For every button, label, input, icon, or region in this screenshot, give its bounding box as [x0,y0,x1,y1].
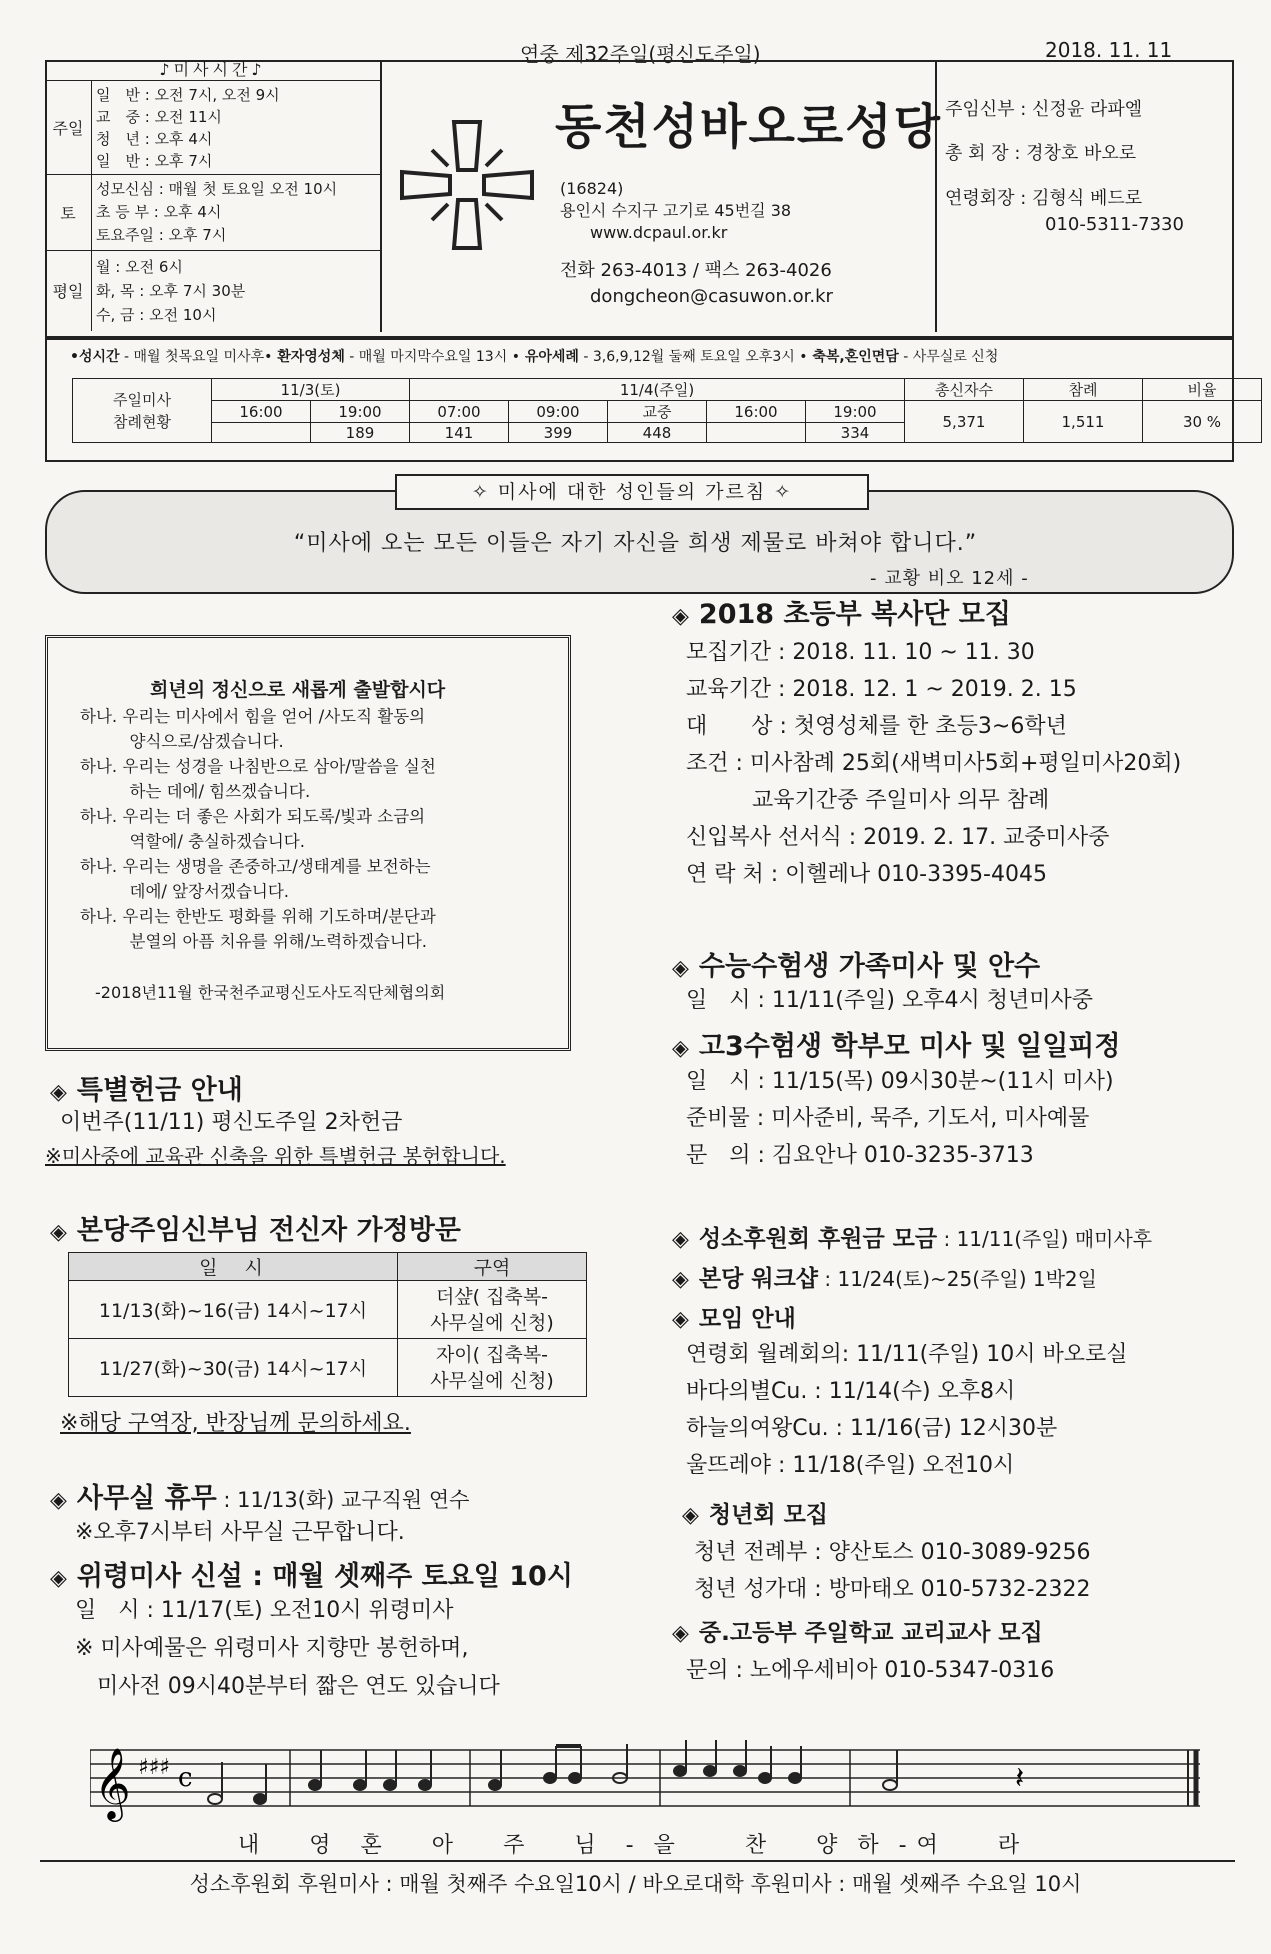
memorial-mass-heading [50,1554,573,1593]
diamond-bullet-icon: ◈ [682,1503,699,1528]
federation-head: 연령회장 : 김형식 베드로 [945,188,1143,209]
count-cell: 141 [410,423,509,443]
info-line: 조건 : 미사참례 25회(새벽미사5회+평일미사20회) [686,751,1182,776]
quote-title: ✧ 미사에 대한 성인들의 가르침 ✧ [395,474,869,510]
mass-time-row: 수, 금 : 오전 10시 [96,305,217,324]
mass-times-box [45,60,382,332]
info-line: 교육기간 : 2018. 12. 1 ~ 2019. 2. 15 [686,677,1077,702]
mass-time-cell: 교중 [608,401,707,423]
info-line: 교육기간중 주일미사 의무 참례 [686,788,1050,813]
website-link[interactable]: www.dcpaul.or.kr [590,223,728,242]
exam-family-heading [672,944,1040,983]
day-label-sunday: 주일 [45,81,92,175]
col-header: 구역 [398,1253,587,1281]
lyric-syllable: 양 [816,1833,838,1858]
pledge-line: 양식으로/삼겠습니다. [80,732,284,751]
section-title: 고3수험생 학부모 미사 및 일일피정 [698,1031,1121,1062]
quote-source: - 교황 비오 12세 - [870,568,1029,589]
section-title: 특별헌금 안내 [76,1075,243,1106]
diamond-bullet-icon: ◈ [672,604,689,629]
lyric-syllable: 영 [309,1833,331,1858]
lyric-syllable: 라 [997,1833,1020,1858]
pledge-line: 하나. 우리는 생명을 존중하고/생태계를 보전하는 [80,857,431,876]
diamond-bullet-icon: ◈ [672,956,689,981]
mass-time-cell: 07:00 [410,401,509,423]
footer-text: 성소후원회 후원미사 : 매월 첫째주 수요일10시 / 바오로대학 후원미사 : 매월 셋째주 수요일 10시 [189,1872,1082,1896]
pledge-line: 분열의 아픔 치유를 위해/노력하겠습니다. [80,932,428,951]
section-title: 성소후원회 후원금 모금 [698,1226,938,1252]
notice-label: 축복,혼인면담 [807,349,899,365]
visit-area [398,1339,587,1397]
exam-family-line: 일 시 : 11/11(주일) 오후4시 청년미사중 [686,988,1093,1013]
diamond-bullet-icon: ◈ [672,1621,689,1646]
pledge-line: 하나. 우리는 더 좋은 사회가 되도록/빛과 소금의 [80,807,426,826]
mass-time-row: 일 반 : 오후 7시 [96,151,213,170]
sunday-header: 11/4(주일) [410,379,905,401]
diamond-bullet-icon: ◈ [672,1267,689,1292]
home-visit-heading [50,1208,461,1247]
senior-parents-lines [686,1063,1114,1174]
count-cell: 189 [311,423,410,443]
memorial-mass-line: ※ 미사예물은 위령미사 지향만 봉헌하며, [75,1636,469,1661]
president-name: 총 회 장 : 경창호 바오로 [945,143,1137,164]
sharp-icon: ♯♯♯ [138,1755,170,1780]
catechist-line: 문의 : 노에우세비아 010-5347-0316 [686,1658,1055,1683]
section-title: 사무실 휴무 [76,1483,217,1514]
info-line: 준비물 : 미사준비, 묵주, 기도서, 미사예물 [686,1106,1090,1131]
lyric-syllable: 을 [653,1833,675,1858]
week-title: 연중 제32주일(평신도주일) [520,42,761,66]
info-line: 울뜨레야 : 11/18(주일) 오전10시 [686,1453,1015,1478]
phone-fax: 전화 263-4013 / 팩스 263-4026 [560,260,832,281]
church-contact-block [560,258,833,310]
diamond-bullet-icon: ◈ [672,1307,689,1332]
pledge-title: 희년의 정신으로 새롭게 출발합시다 [150,679,446,701]
lyric-syllable: 주 [503,1833,525,1858]
day-label-saturday: 토 [45,175,92,251]
meetings-heading [672,1300,796,1333]
footer-divider [40,1860,1235,1862]
ratio-header: 비율 [1143,379,1262,401]
attendance-table [72,378,1262,443]
music-staff [90,1740,1200,1822]
mass-time-row: 일 반 : 오전 7시, 오전 9시 [96,85,280,104]
count-cell: 448 [608,423,707,443]
diamond-bullet-icon: ◈ [50,1080,67,1105]
mass-time-cell: 09:00 [509,401,608,423]
mass-time-row: 청 년 : 오후 4시 [96,129,213,148]
mass-time-cell: 16:00 [212,401,311,423]
workshop-heading [672,1260,1097,1293]
pledge-line: 하는 데에/ 힘쓰겠습니다. [80,782,311,801]
lyric-syllable: 아 [431,1833,454,1858]
altar-servers-heading [672,592,1011,631]
bulletin-date: 2018. 11. 11 [1045,38,1173,62]
diamond-bullet-icon: ◈ [672,1227,689,1252]
section-title: 모임 안내 [698,1306,796,1332]
diamond-bullet-icon: ◈ [50,1488,67,1513]
office-closed-heading [50,1476,469,1515]
email-link[interactable]: dongcheon@casuwon.or.kr [590,286,833,307]
special-offering-heading [50,1068,243,1107]
youth-lines [694,1534,1091,1608]
info-line: 청년 전례부 : 양산토스 010-3089-9256 [694,1540,1091,1565]
pledge-line: 하나. 우리는 성경을 나침반으로 삼아/말씀을 실천 [80,757,436,776]
total-header: 총신자수 [905,379,1024,401]
ratio-value: 30 % [1143,401,1262,443]
attend-value: 1,511 [1024,401,1143,443]
notice-label: 환자영성체 [272,349,345,365]
senior-parents-heading [672,1024,1120,1063]
visit-area [398,1281,587,1339]
mass-time-row: 교 중 : 오전 11시 [96,107,222,126]
info-line: 대 상 : 첫영성체를 한 초등3~6학년 [686,714,1067,739]
lyric-syllable: 혼 [360,1833,382,1858]
notice-text: - 매월 첫목요일 미사후• [119,349,273,365]
saturday-header: 11/3(토) [212,379,410,401]
home-visit-table [68,1252,587,1397]
notice-label: •성시간 [70,349,120,365]
mass-time-row: 초 등 부 : 오후 4시 [96,203,222,221]
diamond-bullet-icon: ◈ [50,1566,67,1591]
rest-icon: 𝄽 [1015,1761,1025,1796]
pledge-line: 역할에/ 충실하겠습니다. [80,832,305,851]
lyric-syllable: 하 [857,1833,879,1858]
youth-heading [682,1496,828,1529]
attendance-label-line: 참례현황 [113,412,171,431]
visit-area-line: 자이( 집축복- [435,1343,549,1366]
lyric-syllable: 내 [238,1833,260,1858]
mass-time-cell: 16:00 [707,401,806,423]
treble-clef-icon: 𝄞 [94,1746,131,1819]
special-offering-line: 이번주(11/11) 평신도주일 2차헌금 [60,1110,403,1135]
pledge-line: 하나. 우리는 미사에서 힘을 얻어 /사도직 활동의 [80,707,426,726]
mass-time-row: 월 : 오전 6시 [96,257,183,276]
count-cell: 399 [509,423,608,443]
mass-time-row: 화, 목 : 오후 7시 30분 [96,281,246,300]
info-line: 일 시 : 11/15(목) 09시30분~(11시 미사) [686,1069,1114,1094]
catechist-heading [672,1614,1043,1647]
section-detail: : 11/13(화) 교구직원 연수 [216,1488,470,1512]
notice-text: - 3,6,9,12월 둘째 토요일 오후3시 • [578,349,808,365]
notice-text: - 매월 마지막수요일 13시 • [344,349,520,365]
info-line: 바다의별Cu. : 11/14(수) 오후8시 [686,1379,1016,1404]
vocation-fund-heading [672,1220,1152,1253]
mass-time-cell: 19:00 [311,401,410,423]
church-address-block [560,178,791,244]
common-time-icon: c [178,1763,193,1793]
notice-label: 유아세례 [519,349,579,365]
mass-times-title: ♪미사시간♪ [45,60,380,81]
staff-list [945,88,1142,176]
pledge-line: 데에/ 앞장서겠습니다. [80,882,289,901]
lyric-syllable: - [625,1833,634,1858]
postcode: (16824) [560,179,624,198]
memorial-mass-line: 미사전 09시40분부터 짧은 연도 있습니다 [75,1674,500,1699]
mass-time-row: 토요주일 : 오후 7시 [96,226,227,244]
mass-time-row: 성모신심 : 매월 첫 토요일 오전 10시 [96,180,338,198]
info-line: 문 의 : 김요안나 010-3235-3713 [686,1143,1034,1168]
notice-bar [70,346,998,366]
lyric-syllable: 님 [574,1833,596,1858]
notice-text: - 사무실로 신청 [898,349,999,365]
pledge-line: 하나. 우리는 한반도 평화를 위해 기도하며/분단과 [80,907,436,926]
altar-servers-lines [686,634,1181,893]
section-title: 수능수험생 가족미사 및 안수 [698,951,1041,982]
info-line: 연 락 처 : 이헬레나 010-3395-4045 [686,862,1047,887]
lyric-syllable: 찬 [744,1833,767,1858]
federation-phone: 010-5311-7330 [1045,214,1184,235]
day-label-weekday: 평일 [45,251,92,331]
quote-text: “미사에 오는 모든 이들은 자기 자신을 희생 제물로 바쳐야 합니다.” [293,531,978,556]
info-line: 연령회 월례회의: 11/11(주일) 10시 바오로실 [686,1342,1128,1367]
visit-area-line: 사무실에 신청) [430,1311,554,1334]
office-closed-note: ※오후7시부터 사무실 근무합니다. [75,1520,405,1545]
special-offering-note: ※미사중에 교육관 신축을 위한 특별헌금 봉헌합니다. [45,1144,506,1168]
attendance-label [73,379,212,443]
attendance-label-line: 주일미사 [113,390,171,409]
lyric-syllable: - [898,1833,907,1858]
section-detail: : 11/24(토)~25(주일) 1박2일 [818,1267,1097,1291]
address: 용인시 수지구 고기로 45번길 38 [560,201,792,220]
pastor-name: 주임신부 : 신정윤 라파엘 [945,99,1143,120]
visit-area-line: 더샾( 집축복- [435,1285,549,1308]
section-title: 위령미사 신설 : 매월 셋째주 토요일 10시 [76,1561,573,1592]
count-cell [212,423,311,443]
home-visit-note: ※해당 구역장, 반장님께 문의하세요. [60,1411,411,1436]
info-line: 하늘의여왕Cu. : 11/16(금) 12시30분 [686,1416,1058,1441]
info-line: 청년 성가대 : 방마태오 010-5732-2322 [694,1577,1091,1602]
count-cell: 334 [806,423,905,443]
attend-header: 참례 [1024,379,1143,401]
memorial-mass-line: 일 시 : 11/17(토) 오전10시 위령미사 [75,1598,454,1623]
total-value: 5,371 [905,401,1024,443]
mass-times-table [45,80,380,331]
visit-date: 11/13(화)~16(금) 14시~17시 [69,1281,398,1339]
section-title: 2018 초등부 복사단 모집 [698,599,1011,630]
pledge-lines [80,704,436,954]
section-title: 본당 워크샵 [698,1266,819,1292]
section-title: 청년회 모집 [708,1502,829,1528]
meetings-lines [686,1336,1127,1484]
church-name: 동천성바오로성당 [555,99,942,155]
section-title: 본당주임신부님 전신자 가정방문 [76,1215,461,1246]
col-header: 일 시 [69,1253,398,1281]
federation-block [945,186,1184,238]
visit-area-line: 사무실에 신청) [430,1369,554,1392]
diamond-bullet-icon: ◈ [672,1036,689,1061]
visit-date: 11/27(화)~30(금) 14시~17시 [69,1339,398,1397]
section-detail: : 11/11(주일) 매미사후 [937,1227,1153,1251]
section-title: 중.고등부 주일학교 교리교사 모집 [698,1620,1043,1646]
diamond-bullet-icon: ◈ [50,1220,67,1245]
info-line: 모집기간 : 2018. 11. 10 ~ 11. 30 [686,640,1035,665]
info-line: 신입복사 선서식 : 2019. 2. 17. 교중미사중 [686,825,1110,850]
cross-logo-icon [392,110,542,260]
lyric-syllable: 여 [916,1833,938,1858]
count-cell [707,423,806,443]
mass-time-cell: 19:00 [806,401,905,423]
pledge-source: -2018년11월 한국천주교평신도사도직단체협의회 [95,983,446,1002]
hymn-lyrics [238,1828,1019,1859]
